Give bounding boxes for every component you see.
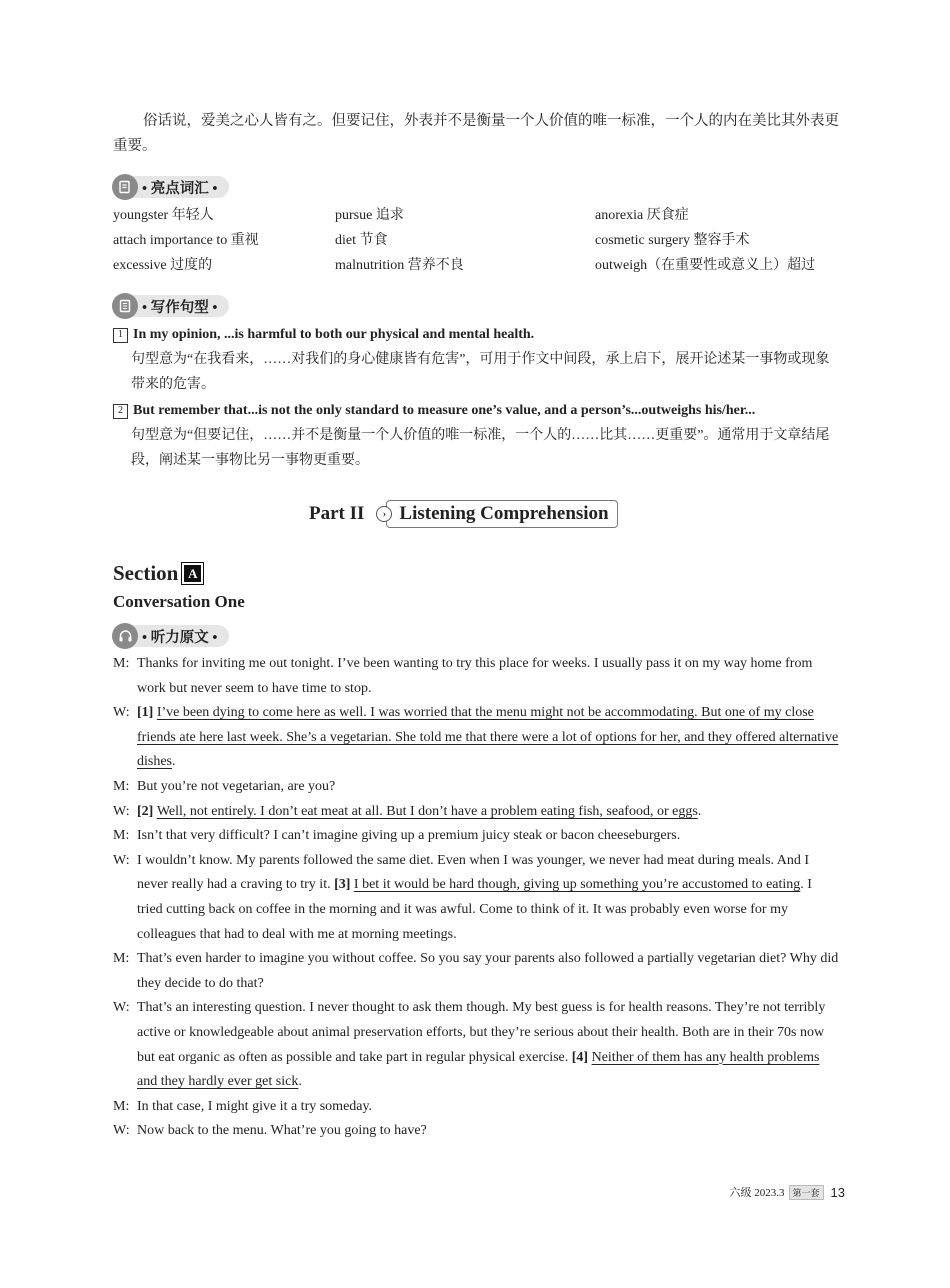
vocab-item: excessive 过度的 <box>113 258 213 273</box>
transcript-turn <box>113 1119 839 1144</box>
page-number: 13 <box>830 1184 845 1200</box>
answer-underline: I bet it would be hard though, giving up something you’re accustomed to eating <box>353 877 801 893</box>
transcript-text: Isn’t that very difficult? I can’t imagine giving up a premium juicy steak or bacon cheeseburgers. <box>137 828 681 844</box>
notebook-icon <box>112 293 138 319</box>
answer-underline: Well, not entirely. I don’t eat meat at all. But I don’t have a problem eating fish, seafood, or eggs <box>156 803 698 819</box>
section-letter: A <box>182 563 203 584</box>
transcript-turn <box>113 701 839 775</box>
speaker-label: W: <box>113 852 130 868</box>
transcript-text: . <box>298 1074 302 1090</box>
transcript-section-title: • 听力原文 • <box>142 629 218 646</box>
section-heading <box>113 561 203 586</box>
vocab-section-label <box>113 176 229 198</box>
transcript-text: That’s even harder to imagine you without coffee. So you say your parents also followed a partially vegetarian diet? Why did they decide to do that? <box>137 951 839 991</box>
vocab-row <box>113 228 843 253</box>
transcript-turn <box>113 652 839 701</box>
transcript-turn <box>113 1095 839 1120</box>
intro-paragraph: 俗话说，爱美之心人皆有之。但要记住，外表并不是衡量一个人价值的唯一标准，一个人的内在美比其外表更重要。 <box>113 113 839 154</box>
transcript-turn <box>113 849 839 947</box>
transcript-turn <box>113 947 839 996</box>
pattern-explanation: 句型意为“但要记住，……并不是衡量一个人价值的唯一标准，一个人的……比其……更重要”。通常用于文章结尾段，阐述某一事物比另一事物更重要。 <box>131 428 830 468</box>
vocab-item: cosmetic surgery 整容手术 <box>595 233 750 248</box>
conversation-title: Conversation One <box>113 592 245 611</box>
transcript-text: I wouldn’t know. My parents followed the same diet. Even when I was younger, we never had meat during meals. And I never really had a craving to try it. <box>137 852 810 893</box>
transcript <box>113 652 839 1144</box>
transcript-text: Thanks for inviting me out tonight. I’ve been wanting to try this place for weeks. I usually pass it on my way home from work but never seem to have time to stop. <box>137 656 813 696</box>
page-footer <box>730 1184 845 1200</box>
patterns-section-label <box>113 295 229 317</box>
pattern-item <box>113 323 839 397</box>
pattern-sentence: But remember that...is not the only standard to measure one’s value, and a person’s...outweighs his/her... <box>133 403 756 418</box>
pattern-sentence: In my opinion, ...is harmful to both our physical and mental health. <box>133 327 535 342</box>
headphones-icon <box>112 623 138 649</box>
vocab-section-title: • 亮点词汇 • <box>142 180 218 197</box>
vocab-item: pursue 追求 <box>335 208 404 223</box>
vocab-row <box>113 203 843 228</box>
question-marker: [4] <box>571 1049 592 1065</box>
speaker-label: M: <box>113 778 130 794</box>
transcript-turn <box>113 824 839 849</box>
speaker-label: M: <box>113 951 130 967</box>
part-title: Listening Comprehension <box>386 500 617 528</box>
transcript-text: But you’re not vegetarian, are you? <box>137 778 336 794</box>
pattern-item <box>113 399 839 473</box>
transcript-text: That’s an interesting question. I never thought to ask them though. My best guess is for health reasons. They’re not terribly active or knowledgeable about animal preservation efforts, but they’re serious about their health. Both are in their 70s now but eat organic as often as possible and take part in regular physical exercise. <box>137 1000 826 1065</box>
transcript-turn <box>113 775 839 800</box>
transcript-text: In that case, I might give it a try someday. <box>137 1098 373 1114</box>
vocab-item: malnutrition 营养不良 <box>335 258 464 273</box>
answer-underline: I’ve been dying to come here as well. I was worried that the menu might not be accommodating. But one of my close friends ate here last week. She’s a vegetarian. She told me that there were a lot of options for her, and they offered alternative dishes <box>137 705 839 770</box>
speaker-label: W: <box>113 803 130 819</box>
question-marker: [3] <box>334 877 354 893</box>
pattern-number: 1 <box>113 328 128 343</box>
vocab-item: attach importance to 重视 <box>113 233 259 248</box>
vocab-item: outweigh（在重要性或意义上）超过 <box>595 258 816 273</box>
speaker-label: W: <box>113 1000 130 1016</box>
footer-exam: 六级 2023.3 <box>729 1187 785 1199</box>
vocab-item: anorexia 厌食症 <box>595 208 689 223</box>
vocab-item: youngster 年轻人 <box>113 208 214 223</box>
vocab-row <box>113 253 843 278</box>
speaker-label: M: <box>113 1098 130 1114</box>
transcript-turn <box>113 996 839 1094</box>
transcript-text: . I tried cutting back on coffee in the morning and it was awful. Come to think of it. It was probably even worse for my colleagues that had to deal with me at morning meetings. <box>137 877 812 942</box>
pattern-explanation: 句型意为“在我看来，……对我们的身心健康皆有危害”，可用于作文中间段，承上启下，展开论述某一事物或现象带来的危害。 <box>131 352 830 392</box>
answer-underline: Neither of them has any health problems and they hardly ever get sick <box>137 1049 820 1090</box>
document-icon <box>112 174 138 200</box>
vocab-item: diet 节食 <box>335 233 388 248</box>
writing-patterns <box>113 323 839 473</box>
speaker-label: W: <box>113 705 130 721</box>
pattern-heading <box>113 399 839 423</box>
vocab-list <box>113 203 843 278</box>
question-marker: [1] <box>137 705 157 721</box>
transcript-text: . <box>172 754 176 770</box>
question-marker: [2] <box>137 803 157 819</box>
transcript-text: Now back to the menu. What’re you going to have? <box>137 1123 427 1139</box>
transcript-turn <box>113 800 839 825</box>
speaker-label: W: <box>113 1123 130 1139</box>
transcript-section-label <box>113 625 229 647</box>
patterns-section-title: • 写作句型 • <box>142 299 218 316</box>
speaker-label: M: <box>113 828 130 844</box>
transcript-text: . <box>697 803 702 819</box>
pattern-number: 2 <box>113 404 128 419</box>
speaker-label: M: <box>113 656 130 671</box>
footer-set-tag: 第一套 <box>789 1185 824 1200</box>
part-heading <box>309 499 618 529</box>
chevron-right-icon: › <box>376 506 392 522</box>
section-label: Section <box>113 561 179 585</box>
pattern-heading <box>113 323 839 347</box>
part-label: Part II <box>309 503 365 524</box>
